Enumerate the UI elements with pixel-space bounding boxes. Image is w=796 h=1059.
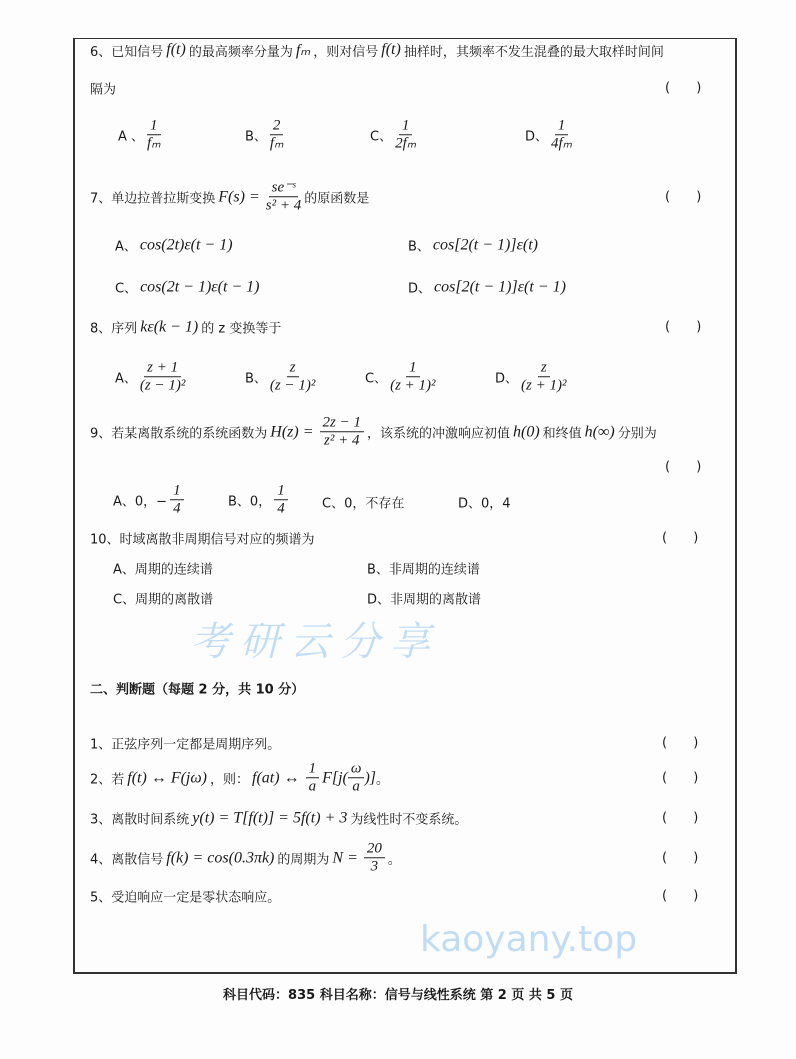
q6-text-cont: 隔为 [90,82,117,98]
numerator: 1 [147,117,161,135]
option-label: A、 [115,371,137,387]
fraction [270,359,315,395]
denominator: fₘ [269,135,284,152]
math: f(t) [166,41,186,58]
q7-text: 的原函数是 [304,191,370,207]
option-label: A、 [115,239,137,255]
text: 的周期为 [277,852,330,868]
q10-option-c: C、周期的离散谱 [113,592,214,608]
denominator: 2fₘ [395,135,417,152]
judge-3 [90,809,467,828]
page-footer: 科目代码：835 科目名称：信号与线性系统 第 2 页 共 5 页 [223,988,573,1003]
fraction [348,760,365,796]
answer-blank[interactable]: ( ) [662,530,699,546]
q6-option-d [525,117,575,153]
answer-blank[interactable]: ( ) [662,850,699,866]
judge-4 [90,840,401,876]
q9-option-b [228,482,291,518]
q6-text: 6、已知信号 [90,44,164,60]
numerator: 1 [170,482,184,500]
judge-5: 5、受迫响应一定是零状态响应。 [90,890,281,906]
denominator: a [308,778,317,795]
text: 。 [387,852,401,868]
text: 为线性时不变系统。 [350,812,468,828]
q6-option-a [118,117,164,153]
numerator: 1 [555,117,569,135]
question-8 [90,318,281,337]
denominator: a [352,778,360,795]
option-label: B、0， [228,494,272,510]
option-label: A 、 [118,129,145,145]
q9-text: 和终值 [542,426,582,442]
q6-option-c [370,117,419,153]
option-label: B、 [245,129,267,145]
fraction [147,117,161,153]
q8-text: 的 z 变换等于 [201,321,282,337]
math: cos(2t − 1)ε(t − 1) [140,278,260,295]
fraction [390,359,435,395]
answer-blank[interactable]: ( ) [665,319,702,335]
q6-text: 的最高频率分量为 [188,44,293,60]
text: 4、离散信号 [90,852,164,868]
fraction [364,840,385,876]
fraction [270,117,284,153]
q8-option-d [495,359,569,395]
q7-option-b [408,236,541,255]
q6-text: 抽样时，其频率不发生混叠的最大取样时间间 [403,44,664,60]
math: cos[2(t − 1)]ε(t) [432,236,539,253]
q10-option-d: D、非周期的离散谱 [367,592,482,608]
question-6 [90,40,664,60]
numerator: z + 1 [144,359,181,377]
math: kε(k − 1) [140,318,199,335]
numerator: 1 [406,359,420,377]
q9-text: ，该系统的冲激响应初值 [366,426,510,442]
math: cos[2(t − 1)]ε(t − 1) [434,278,566,295]
q9-text: 分别为 [617,426,657,442]
question-9 [90,414,657,450]
q7-text: 7、单边拉普拉斯变换 [90,191,216,207]
watermark-text: 考研云分享 [190,619,440,665]
denominator: 4fₘ [551,135,573,152]
q7-option-c [115,278,263,297]
numerator: ω [348,760,365,778]
judge-1: 1、正弦序列一定都是周期序列。 [90,737,281,753]
option-label: C、 [115,281,138,297]
q8-option-b [245,359,318,395]
fraction [521,359,566,395]
judge-2 [90,760,389,796]
denominator: (z − 1)² [269,377,316,394]
denominator: 4 [173,500,181,517]
q10-option-b: B、非周期的连续谱 [367,562,480,578]
section-title: 二、判断题（每题 2 分，共 10 分） [90,682,305,698]
fraction [266,179,301,215]
math: f(t) ↔ F(jω) [127,769,207,786]
answer-blank[interactable]: ( ) [665,80,702,96]
text: 。 [376,772,390,788]
numerator: 2 [270,117,284,135]
numerator: z [287,359,299,377]
math: F(s) = [218,188,260,205]
fraction [395,117,416,153]
denominator: fₘ [147,135,161,152]
text: 2、若 [90,772,125,788]
text: ，则： [210,772,250,788]
option-label: C、 [365,371,388,387]
denominator: 3 [370,858,379,875]
math: F[j( [322,769,348,786]
option-label: A、0，− [113,494,168,510]
fraction [551,117,572,153]
numerator: 1 [274,482,288,500]
math: fₘ [295,42,311,59]
q7-option-a [115,236,236,255]
q8-option-a [115,359,188,395]
fraction [306,760,320,796]
numerator: 20 [364,840,385,858]
q8-text: 8、序列 [90,321,138,337]
numerator: z [538,359,550,377]
q6-text: ，则对信号 [313,44,379,60]
denominator: s² + 4 [265,197,302,214]
q8-option-c [365,359,439,395]
q9-option-d: D、0，4 [458,496,511,512]
fraction [170,482,184,518]
math: f(k) = cos(0.3πk) [166,849,275,866]
numerator: 1 [306,760,320,778]
math: )] [364,769,376,786]
question-10: 10、时域离散非周期信号对应的频谱为 [90,532,315,548]
numerator: se⁻ˢ [269,179,299,197]
option-label: B、 [408,239,430,255]
answer-blank[interactable]: ( ) [665,459,702,475]
answer-blank[interactable]: ( ) [665,189,702,205]
q9-option-a [113,482,187,518]
denominator: (z + 1)² [390,377,436,394]
denominator: 4 [277,500,285,517]
math: N = [332,849,358,866]
math: f(t) [381,41,401,58]
denominator: z² + 4 [324,432,360,449]
numerator: 1 [399,117,413,135]
text: 3、离散时间系统 [90,812,190,828]
option-label: D、 [495,371,519,387]
denominator: (z + 1)² [521,377,567,394]
watermark-url: kaoyany.top [420,919,638,960]
question-7 [90,179,369,215]
option-label: D、 [525,129,549,145]
q10-option-a: A、周期的连续谱 [113,562,213,578]
q9-text: 9、若某离散系统的系统函数为 [90,426,268,442]
math: cos(2t)ε(t − 1) [139,236,233,253]
q6-option-b [245,117,286,153]
math: H(z) = [270,423,314,440]
math: y(t) = T[f(t)] = 5f(t) + 3 [192,809,348,826]
q9-option-c: C、0，不存在 [322,496,405,512]
fraction [140,359,185,395]
answer-blank[interactable]: ( ) [662,888,699,904]
option-label: B、 [245,371,267,387]
fraction [274,482,288,518]
math: h(0) [513,423,540,440]
fraction [320,414,364,450]
numerator: 2z − 1 [320,414,364,432]
option-label: D、 [408,281,432,297]
math: f(at) ↔ [252,769,300,786]
answer-blank[interactable]: ( ) [662,735,699,751]
denominator: (z − 1)² [139,377,186,394]
option-label: C、 [370,129,393,145]
answer-blank[interactable]: ( ) [662,770,699,786]
answer-blank[interactable]: ( ) [662,810,699,826]
q7-option-d [408,278,569,297]
math: h(∞) [584,423,615,440]
